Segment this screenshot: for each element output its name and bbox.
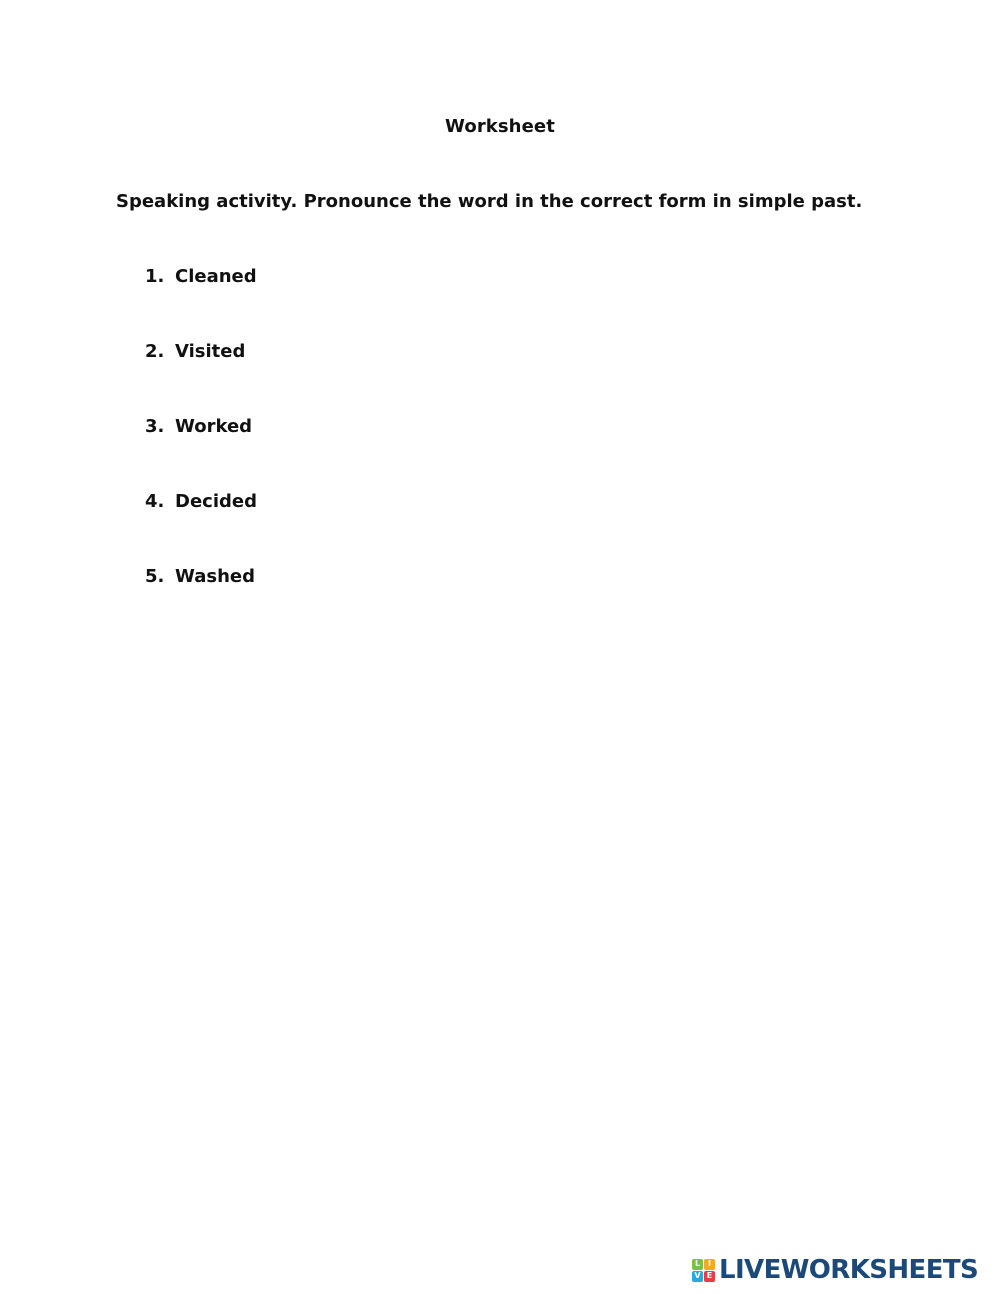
logo-badge-letter: E (704, 1271, 715, 1282)
item-word: Cleaned (175, 266, 257, 287)
item-word: Washed (175, 566, 255, 587)
item-word: Visited (175, 341, 246, 362)
logo-badge-letter: V (692, 1271, 703, 1282)
list-item (145, 491, 257, 566)
list-item (145, 341, 257, 416)
item-number: 2. (145, 341, 165, 362)
item-number: 3. (145, 416, 165, 437)
item-word: Worked (175, 416, 253, 437)
list-item (145, 416, 257, 491)
logo-badge-letter: I (704, 1259, 715, 1270)
word-list (145, 266, 257, 641)
list-item (145, 566, 257, 641)
logo-badge-letter: L (692, 1259, 703, 1270)
item-word: Decided (175, 491, 257, 512)
list-item (145, 266, 257, 341)
liveworksheets-logo (692, 1255, 978, 1285)
item-number: 1. (145, 266, 165, 287)
item-number: 4. (145, 491, 165, 512)
item-number: 5. (145, 566, 165, 587)
worksheet-title: Worksheet (445, 116, 555, 137)
logo-wordmark: LIVEWORKSHEETS (719, 1255, 979, 1285)
activity-instruction: Speaking activity. Pronounce the word in the correct form in simple past. (116, 191, 863, 212)
logo-badge-icon (692, 1259, 715, 1282)
